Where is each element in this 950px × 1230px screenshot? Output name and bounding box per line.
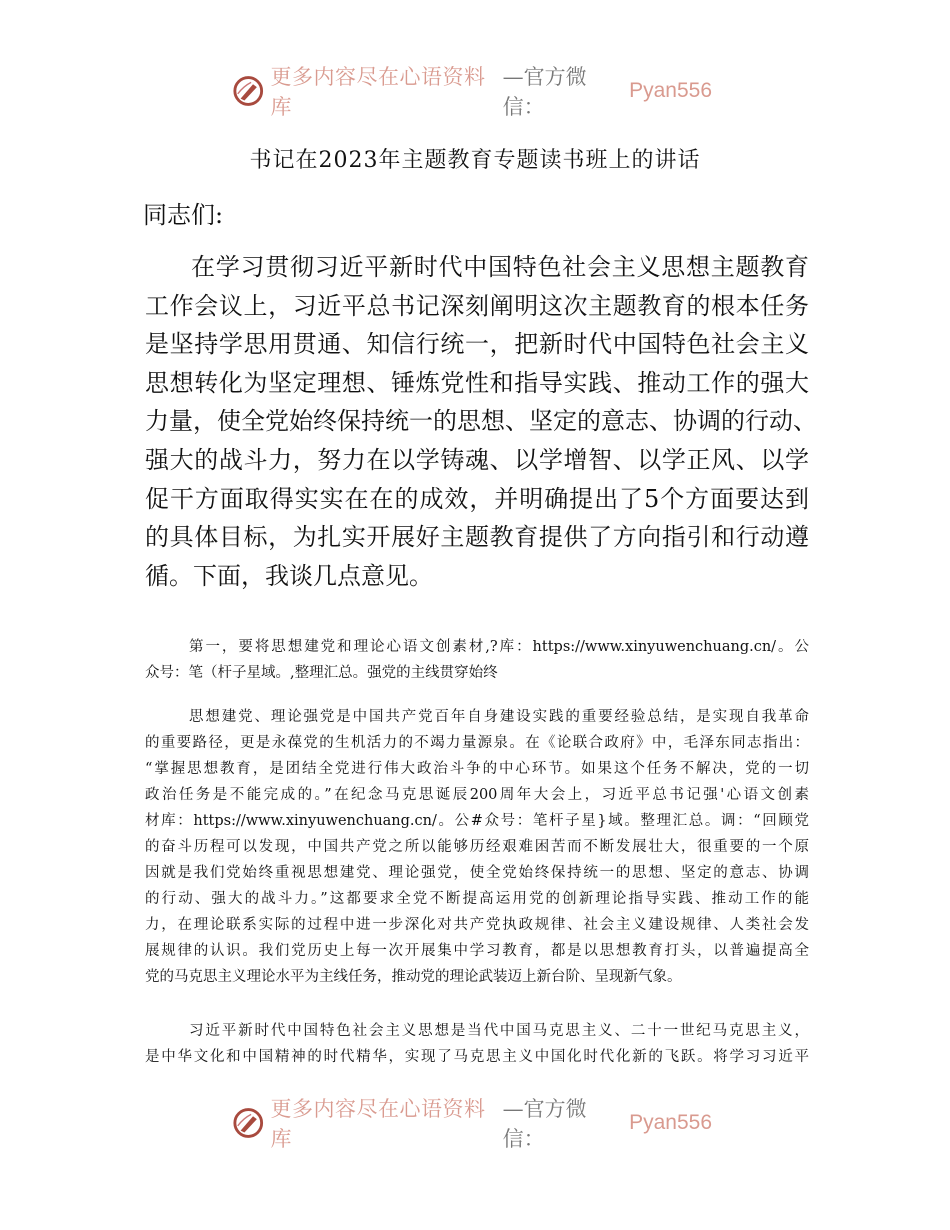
body-paragraph-3 bbox=[145, 1018, 809, 1070]
text-line: 的具体目标，为扎实开展好主题教育提供了方向指引和行动遵 bbox=[145, 523, 809, 552]
text-line: 力量，使全党始终保持统一的思想、坚定的意志、协调的行动、 bbox=[145, 407, 817, 436]
pen-logo-icon bbox=[232, 1106, 265, 1140]
text-line: 思想转化为坚定理想、锤炼党性和指导实践、推动工作的强大 bbox=[145, 368, 809, 397]
banner-wechat-id: Pyan556 bbox=[629, 79, 712, 102]
banner-wechat-id: Pyan556 bbox=[629, 1111, 712, 1134]
text-line: 众号：笔（杆子星域。,整理汇总。强党的主线贯穿始终 bbox=[145, 665, 498, 681]
body-paragraph-2 bbox=[145, 704, 809, 990]
text-line: 是中华文化和中国精神的时代精华，实现了马克思主义中国化时代化新的飞跃。将学习习近平 bbox=[145, 1049, 809, 1065]
text-line: 的行动、强大的战斗力。”这都要求全党不断提高运用党的创新理论指导实践、推动工作的能 bbox=[145, 891, 809, 907]
pen-logo-icon bbox=[232, 74, 265, 108]
text-line: 是坚持学思用贯通、知信行统一，把新时代中国特色社会主义 bbox=[145, 330, 809, 359]
text-line: 材库：https://www.xinyuwenchuang.cn/。公#众号：笔杆子星}域。整理汇总。调：“回顾党 bbox=[145, 813, 809, 829]
banner-wechat-label: —官方微信： bbox=[502, 1097, 587, 1151]
header-watermark-banner bbox=[232, 65, 712, 119]
intro-paragraph bbox=[145, 248, 817, 595]
text-line: 因就是我们党始终重视思想建党、理论强党，使全党始终保持统一的思想、坚定的意志、协调 bbox=[145, 865, 809, 881]
text-line: 强大的战斗力，努力在以学铸魂、以学增智、以学正风、以学 bbox=[145, 445, 809, 474]
text-line: 力，在理论联系实际的过程中进一步深化对共产党执政规律、社会主义建设规律、人类社会发 bbox=[145, 917, 809, 933]
text-line: 循。下面，我谈几点意见。 bbox=[145, 561, 433, 590]
text-line: 第一，要将思想建党和理论心语文创素材,?库：https://www.xinyuwenchuang.cn/。公 bbox=[189, 639, 809, 655]
banner-text: 更多内容尽在心语资料库 bbox=[270, 65, 486, 119]
text-line: 党的马克思主义理论水平为主线任务，推动党的理论武装迈上新台阶、呈现新气象。 bbox=[145, 969, 682, 985]
text-line: 的奋斗历程可以发现，中国共产党之所以能够历经艰难困苦而不断发展壮大，很重要的一个原 bbox=[145, 839, 809, 855]
text-line: 工作会议上，习近平总书记深刻阐明这次主题教育的根本任务 bbox=[145, 291, 809, 320]
banner-text: 更多内容尽在心语资料库 bbox=[270, 1097, 486, 1151]
text-line: 习近平新时代中国特色社会主义思想是当代中国马克思主义、二十一世纪马克思主义， bbox=[189, 1023, 809, 1039]
text-line: 促干方面取得实实在在的成效，并明确提出了5个方面要达到 bbox=[145, 484, 809, 513]
greeting: 同志们: bbox=[143, 201, 224, 229]
document-title: 书记在2023年主题教育专题读书班上的讲话 bbox=[249, 148, 701, 173]
text-line: 政治任务是不能完成的。”在纪念马克思诞辰200周年大会上，习近平总书记强'心语文创素 bbox=[145, 787, 809, 803]
section-heading-1 bbox=[145, 634, 809, 686]
banner-wechat-label: —官方微信： bbox=[502, 65, 587, 119]
text-line: 思想建党、理论强党是中国共产党百年自身建设实践的重要经验总结，是实现自我革命 bbox=[189, 709, 809, 725]
text-line: “掌握思想教育，是团结全党进行伟大政治斗争的中心环节。如果这个任务不解决，党的一切 bbox=[145, 761, 809, 777]
text-line: 展规律的认识。我们党历史上每一次开展集中学习教育，都是以思想教育打头，以普遍提高全 bbox=[145, 943, 809, 959]
text-line: 在学习贯彻习近平新时代中国特色社会主义思想主题教育 bbox=[191, 253, 809, 281]
text-line: 的重要路径，更是永葆党的生机活力的不竭力量源泉。在《论联合政府》中，毛泽东同志指出： bbox=[145, 735, 809, 751]
footer-watermark-banner bbox=[232, 1097, 712, 1151]
